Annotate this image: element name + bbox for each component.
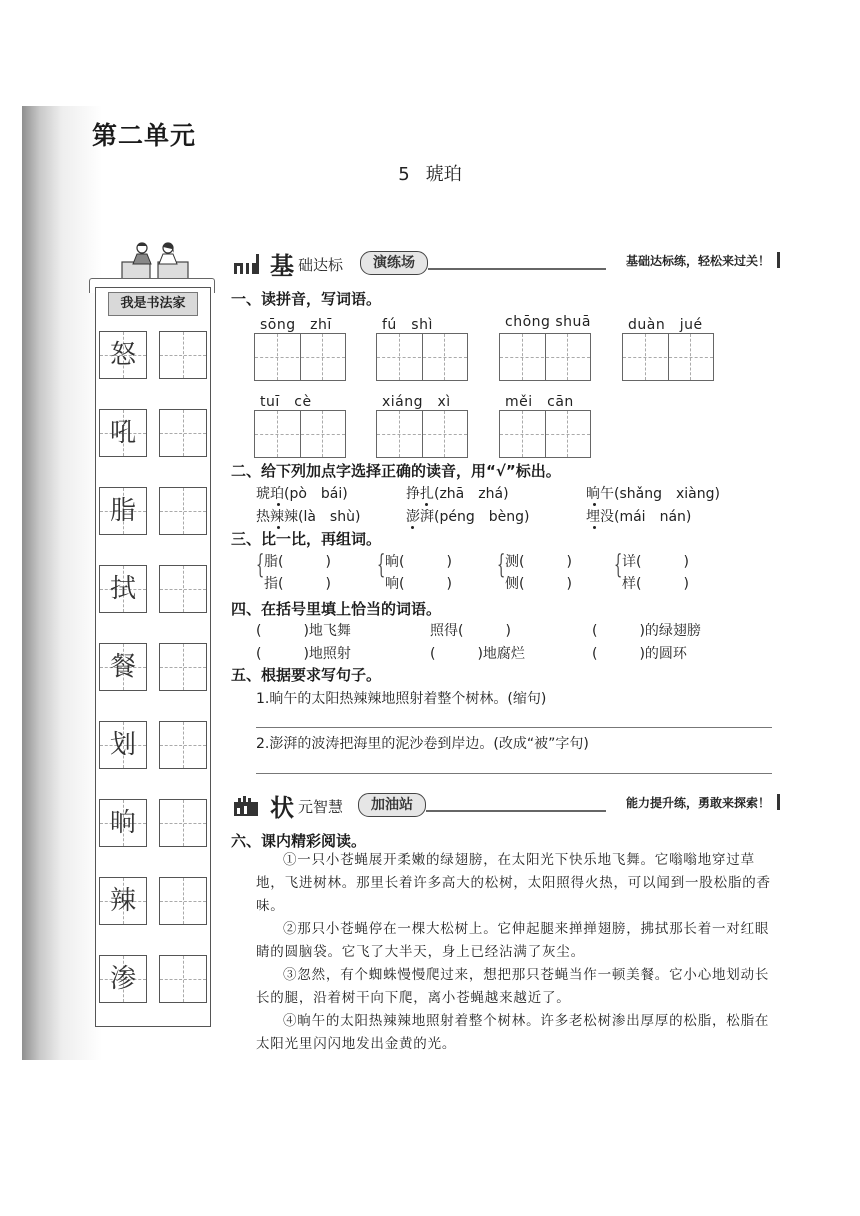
practice-character-box[interactable] xyxy=(159,487,207,535)
q4-item: ( )地照射 xyxy=(256,646,351,662)
model-character: 拭 xyxy=(109,574,136,604)
reading-paragraph: ②那只小苍蝇停在一棵大松树上。它伸起腿来掸掸翅膀，拂拭那长着一对红眼睛的圆脑袋。它飞了大半天，身上已经沾满了灰尘。 xyxy=(256,921,770,960)
word-writing-box[interactable] xyxy=(254,333,346,381)
banner-motto: 能力提升练，勇敢来探索！ xyxy=(625,796,770,810)
word-writing-box[interactable] xyxy=(499,333,591,381)
compare-word: 侧( ) xyxy=(505,576,572,592)
emphasis-dot xyxy=(593,503,596,506)
banner-motto: 基础达标练，轻松来过关！ xyxy=(625,254,770,268)
q4-item: ( )的圆环 xyxy=(592,646,687,662)
practice-character-box[interactable] xyxy=(159,799,207,847)
compare-word: 样( ) xyxy=(622,576,689,592)
q4-item: 照得( ) xyxy=(430,623,511,639)
pinyin-label: tuī cè xyxy=(260,394,312,410)
emphasis-dot xyxy=(425,503,428,506)
calligraphy-row xyxy=(99,877,207,925)
model-character-box xyxy=(99,877,147,925)
model-character: 怒 xyxy=(109,340,136,370)
banner-badge: 演练场 xyxy=(360,251,428,275)
practice-character-box[interactable] xyxy=(159,877,207,925)
q2-item: 晌午(shǎng xiàng) xyxy=(586,486,720,502)
calligraphy-row xyxy=(99,565,207,613)
word-writing-box[interactable] xyxy=(622,333,714,381)
q5-sentence-1: 1.晌午的太阳热辣辣地照射着整个树林。(缩句) xyxy=(256,691,547,707)
section-banner-advanced xyxy=(232,788,780,820)
brace-icon: { xyxy=(377,550,386,580)
q2-heading: 二、给下列加点字选择正确的读音，用“√”标出。 xyxy=(231,462,561,480)
q2-item: 热辣辣(là shù) xyxy=(256,509,361,525)
q4-item: ( )地飞舞 xyxy=(256,623,351,639)
model-character: 划 xyxy=(109,730,136,760)
model-character: 辣 xyxy=(109,886,136,916)
calligraphy-row xyxy=(99,721,207,769)
calligraphy-header: 我是书法家 xyxy=(108,292,198,316)
lesson-number: 5 xyxy=(398,164,410,185)
word-writing-box[interactable] xyxy=(499,410,591,458)
model-character-box xyxy=(99,409,147,457)
practice-character-box[interactable] xyxy=(159,643,207,691)
q3-heading: 三、比一比，再组词。 xyxy=(231,530,382,548)
banner-big-char: 基 xyxy=(270,252,294,280)
q4-item: ( )的绿翅膀 xyxy=(592,623,701,639)
model-character-box xyxy=(99,331,147,379)
model-character-box xyxy=(99,799,147,847)
brace-icon: { xyxy=(614,550,623,580)
q1-heading: 一、读拼音，写词语。 xyxy=(231,290,382,308)
compare-word: 详( ) xyxy=(622,554,689,570)
model-character-box xyxy=(99,487,147,535)
q2-item: 埋没(mái nán) xyxy=(586,509,692,525)
q5-answer-line-1[interactable] xyxy=(256,727,772,728)
model-character-box xyxy=(99,955,147,1003)
emphasis-dot xyxy=(277,503,280,506)
q2-item: 澎湃(péng bèng) xyxy=(406,509,530,525)
banner-small-text: 础达标 xyxy=(298,256,344,274)
pinyin-label: chōng shuā xyxy=(505,314,591,330)
model-character: 渗 xyxy=(109,964,136,994)
pinyin-label: xiáng xì xyxy=(382,394,451,410)
practice-character-box[interactable] xyxy=(159,955,207,1003)
q4-item: ( )地腐烂 xyxy=(430,646,525,662)
word-writing-box[interactable] xyxy=(376,333,468,381)
compare-word: 指( ) xyxy=(264,576,331,592)
q5-answer-line-2[interactable] xyxy=(256,773,772,774)
lesson-title xyxy=(0,160,860,186)
model-character-box xyxy=(99,721,147,769)
pinyin-label: měi cān xyxy=(505,394,574,410)
practice-character-box[interactable] xyxy=(159,409,207,457)
model-character: 晌 xyxy=(109,808,136,838)
banner-rule xyxy=(428,268,606,270)
emphasis-dot xyxy=(593,526,596,529)
calligraphy-row xyxy=(99,331,207,379)
model-character-box xyxy=(99,565,147,613)
banner-end-bar xyxy=(777,794,780,810)
q5-sentence-2: 2.澎湃的波涛把海里的泥沙卷到岸边。(改成“被”字句) xyxy=(256,736,589,752)
model-character-box xyxy=(99,643,147,691)
model-character: 脂 xyxy=(109,496,136,526)
q2-item: 挣扎(zhā zhá) xyxy=(406,486,509,502)
brace-icon: { xyxy=(256,550,265,580)
hand-icon xyxy=(234,796,264,816)
q4-heading: 四、在括号里填上恰当的词语。 xyxy=(231,600,442,618)
pinyin-label: duàn jué xyxy=(628,317,703,333)
word-writing-box[interactable] xyxy=(376,410,468,458)
pinyin-label: sōng zhī xyxy=(260,317,332,333)
calligraphy-row xyxy=(99,643,207,691)
q5-heading: 五、根据要求写句子。 xyxy=(231,666,382,684)
signal-bars-icon xyxy=(234,254,264,274)
banner-big-char: 状 xyxy=(270,794,294,822)
practice-character-box[interactable] xyxy=(159,565,207,613)
pinyin-label: fú shì xyxy=(382,317,433,333)
emphasis-dot xyxy=(411,526,414,529)
banner-small-text: 元智慧 xyxy=(298,798,344,816)
brace-icon: { xyxy=(497,550,506,580)
q6-heading: 六、课内精彩阅读。 xyxy=(231,832,367,850)
calligraphy-row xyxy=(99,409,207,457)
lesson-name: 琥珀 xyxy=(425,164,462,185)
calligraphy-row xyxy=(99,799,207,847)
reading-paragraph: ③忽然，有个蜘蛛慢慢爬过来，想把那只苍蝇当作一顿美餐。它小心地划动长长的腿，沿着树干向下爬，离小苍蝇越来越近了。 xyxy=(256,967,770,1006)
practice-character-box[interactable] xyxy=(159,721,207,769)
model-character: 吼 xyxy=(109,418,136,448)
calligraphy-row xyxy=(99,955,207,1003)
reading-paragraph: ①一只小苍蝇展开柔嫩的绿翅膀，在太阳光下快乐地飞舞。它嗡嗡地穿过草地，飞进树林。那里长着许多高大的松树，太阳照得火热，可以闻到一股松脂的香味。 xyxy=(256,852,771,914)
reading-paragraph: ④晌午的太阳热辣辣地照射着整个树林。许多老松树渗出厚厚的松脂，松脂在太阳光里闪闪地发出金黄的光。 xyxy=(256,1013,770,1052)
banner-badge: 加油站 xyxy=(358,793,426,817)
banner-end-bar xyxy=(777,252,780,268)
practice-character-box[interactable] xyxy=(159,331,207,379)
section-banner-basic xyxy=(232,246,780,278)
calligraphy-row xyxy=(99,487,207,535)
model-character: 餐 xyxy=(109,652,136,682)
compare-word: 测( ) xyxy=(505,554,572,570)
word-writing-box[interactable] xyxy=(254,410,346,458)
banner-rule xyxy=(426,810,606,812)
compare-word: 脂( ) xyxy=(264,554,331,570)
unit-title: 第二单元 xyxy=(92,121,197,150)
compare-word: 晌( ) xyxy=(385,554,452,570)
q2-item: 琥珀(pò bái) xyxy=(256,486,348,502)
compare-word: 响( ) xyxy=(385,576,452,592)
